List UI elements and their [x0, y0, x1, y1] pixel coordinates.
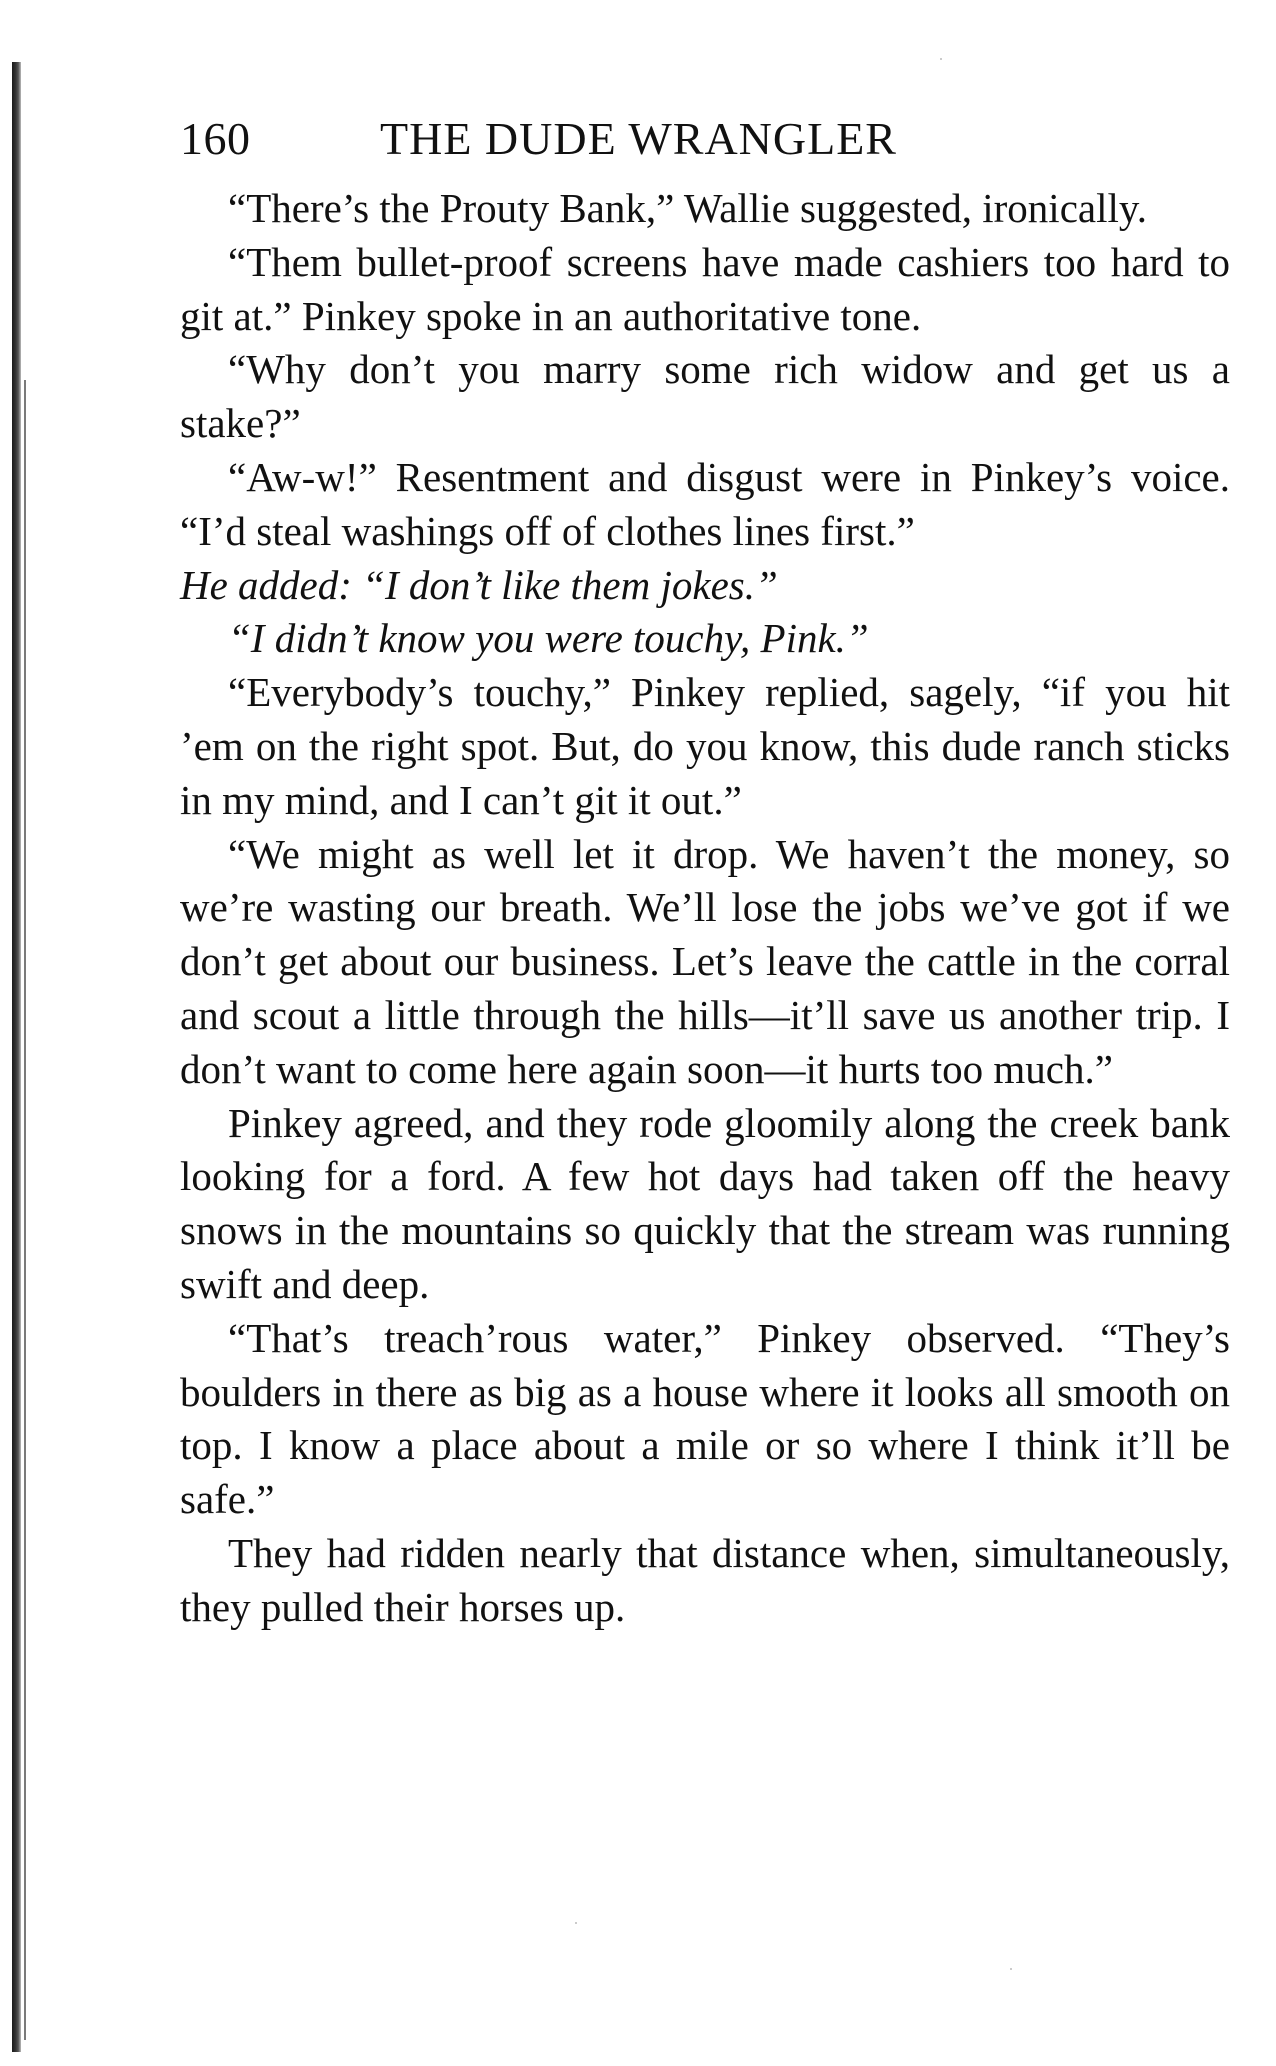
paragraph: “Aw-w!” Resentment and disgust were in Pinkey’s voice. “I’d steal washings off of clothes lines first.”	[180, 453, 1230, 554]
binding-edge-shadow	[12, 62, 21, 2052]
paper-speck	[1010, 1968, 1012, 1970]
running-head	[180, 108, 1230, 170]
paragraph: “There’s the Prouty Bank,” Wallie suggested, ironically.	[228, 185, 1147, 231]
paper-speck	[940, 58, 942, 60]
paragraph: “Them bullet-proof screens have made cashiers too hard to git at.” Pinkey spoke in an authoritative tone.	[180, 238, 1230, 339]
paragraph-italic: He added: “I don’t like them jokes.”	[180, 561, 778, 608]
body-text	[180, 182, 1230, 1635]
paragraph: “Why don’t you marry some rich widow and get us a stake?”	[180, 346, 1230, 447]
paragraph: Pinkey agreed, and they rode gloomily along the creek bank looking for a ford. A few hot days had taken off the heavy snows in the mountains so quickly that the stream was running swift and deep.	[180, 1099, 1230, 1307]
paragraph: They had ridden nearly that distance when, simultaneously, they pulled their horses up.	[180, 1529, 1230, 1630]
book-page	[180, 108, 1230, 1635]
paragraph: “That’s treach’rous water,” Pinkey observed. “They’s boulders in there as big as a house where it looks all smooth on top. I know a place about a mile or so where I think it’ll be safe.”	[180, 1314, 1230, 1523]
page-number: 160	[180, 113, 251, 164]
paragraph-italic: “I didn’t know you were touchy, Pink.”	[228, 615, 869, 662]
binding-edge-line	[24, 380, 26, 2040]
book-title: THE DUDE WRANGLER	[380, 113, 897, 164]
paragraph: “We might as well let it drop. We haven’t the money, so we’re wasting our breath. We’ll lose the jobs we’ve got if we don’t get about our business. Let’s leave the cattle in the corral and scout a little through the hills—it’ll save us another trip. I don’t want to come here again soon—it hurts too much.”	[180, 830, 1230, 1092]
paper-speck	[575, 1922, 577, 1924]
paragraph: “Everybody’s touchy,” Pinkey replied, sagely, “if you hit ’em on the right spot. But, do you know, this dude ranch sticks in my mind, and I can’t git it out.”	[180, 669, 1230, 823]
